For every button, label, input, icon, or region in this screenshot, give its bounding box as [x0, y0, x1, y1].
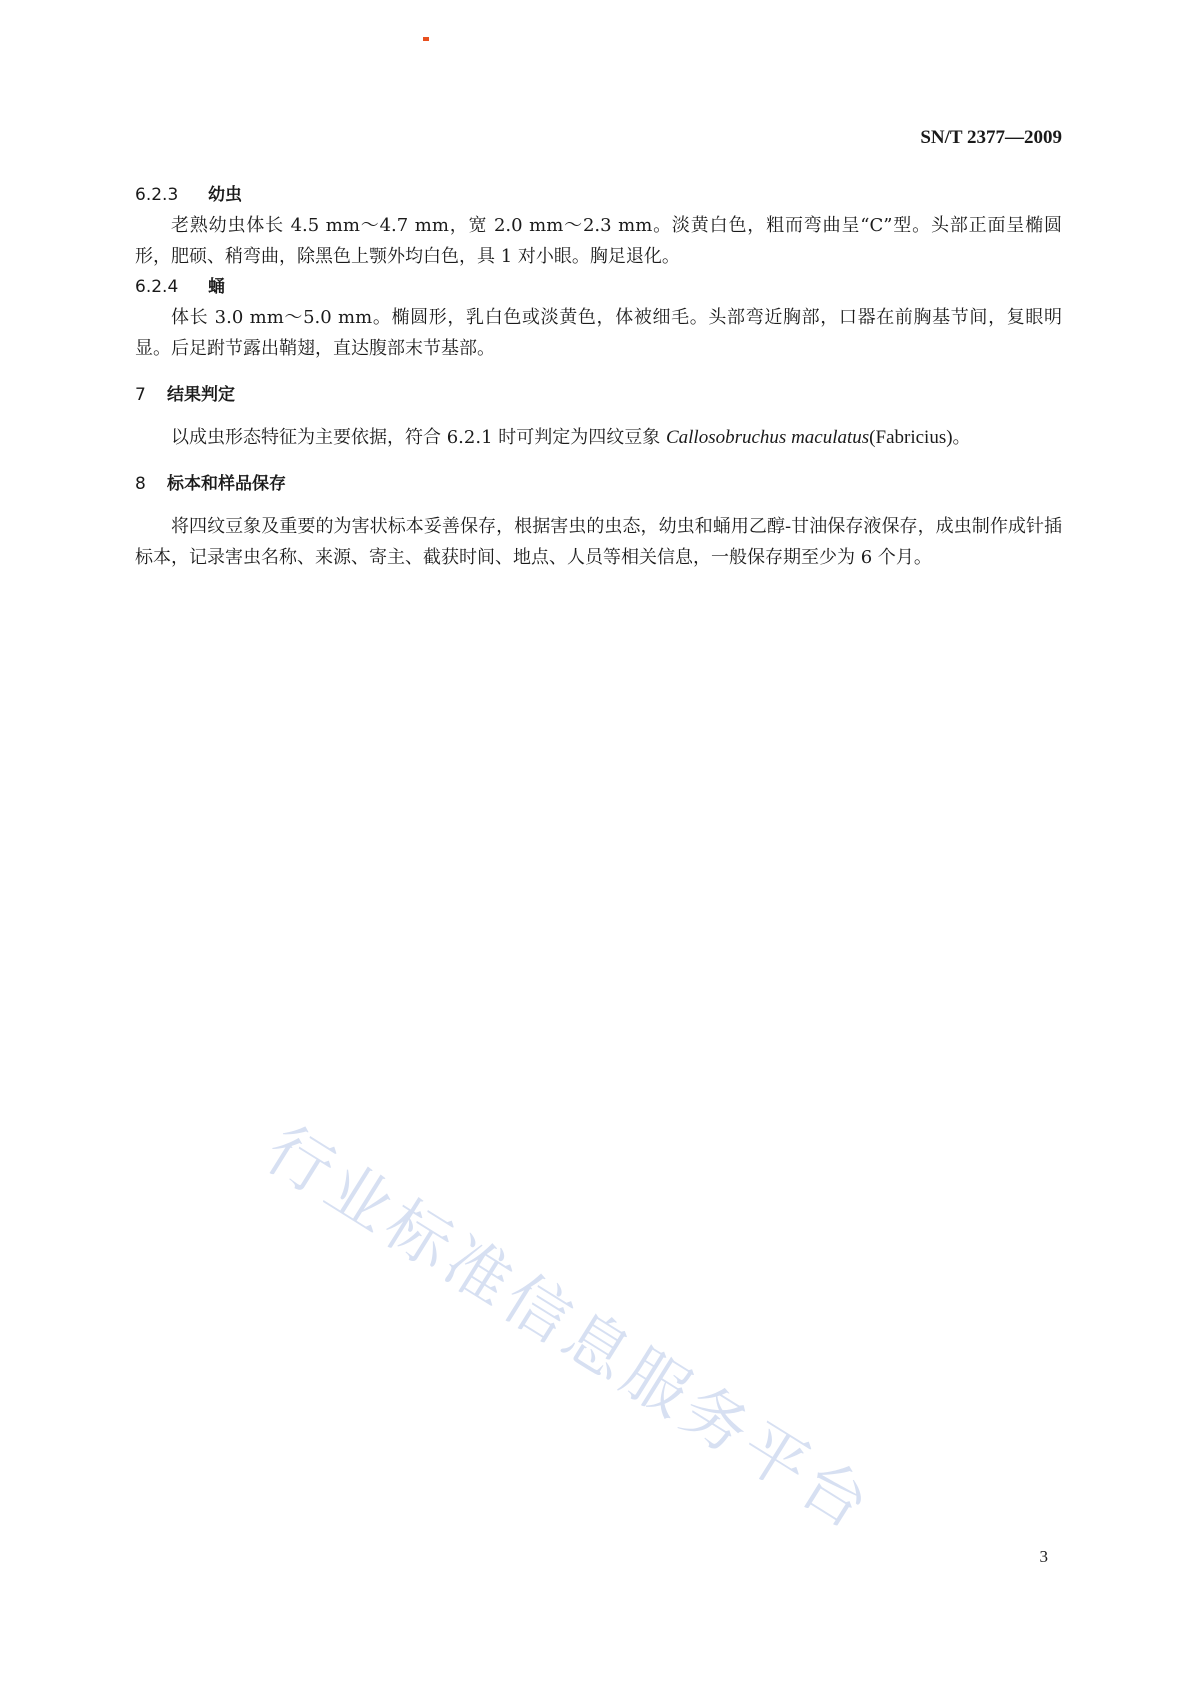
watermark: 行业标准信息服务平台	[252, 1112, 886, 1547]
section-6-2-3-heading	[135, 180, 1062, 210]
section-7-paragraph	[135, 422, 1062, 453]
section-title: 幼虫	[208, 185, 242, 205]
document-body	[135, 180, 1062, 573]
section-8-heading	[135, 469, 1062, 499]
section-number: 6.2.3	[135, 185, 179, 205]
paragraph-prefix: 以成虫形态特征为主要依据，符合 6.2.1 时可判定为四纹豆象	[171, 427, 666, 448]
section-number: 8	[135, 474, 146, 494]
section-6-2-3-paragraph: 老熟幼虫体长 4.5 mm～4.7 mm，宽 2.0 mm～2.3 mm。淡黄白色，粗而弯曲呈“C”型。头部正面呈椭圆形，肥硕、稍弯曲，除黑色上颚外均白色，具 1 对小眼。胸足退化。	[135, 215, 1062, 267]
section-7-heading	[135, 380, 1062, 410]
species-name: Callosobruchus maculatus	[665, 427, 870, 448]
species-author: (Fabricius)	[869, 427, 953, 448]
standard-code: SN/T 2377—2009	[920, 127, 1062, 148]
page-number: 3	[1039, 1547, 1048, 1566]
section-8-paragraph: 将四纹豆象及重要的为害状标本妥善保存，根据害虫的虫态，幼虫和蛹用乙醇-甘油保存液保存，成虫制作成针插标本，记录害虫名称、来源、寄主、截获时间、地点、人员等相关信息，一般保存期至少为 6 个月。	[135, 516, 1062, 568]
section-number: 7	[135, 385, 146, 405]
section-6-2-4-heading	[135, 272, 1062, 302]
paragraph-suffix: 。	[952, 427, 971, 448]
orange-mark	[423, 37, 429, 41]
section-title: 结果判定	[167, 385, 235, 405]
section-6-2-4-paragraph: 体长 3.0 mm～5.0 mm。椭圆形，乳白色或淡黄色，体被细毛。头部弯近胸部，口器在前胸基节间，复眼明显。后足跗节露出鞘翅，直达腹部末节基部。	[135, 307, 1062, 359]
section-title: 蛹	[208, 277, 225, 297]
section-number: 6.2.4	[135, 277, 179, 297]
section-title: 标本和样品保存	[167, 474, 286, 494]
